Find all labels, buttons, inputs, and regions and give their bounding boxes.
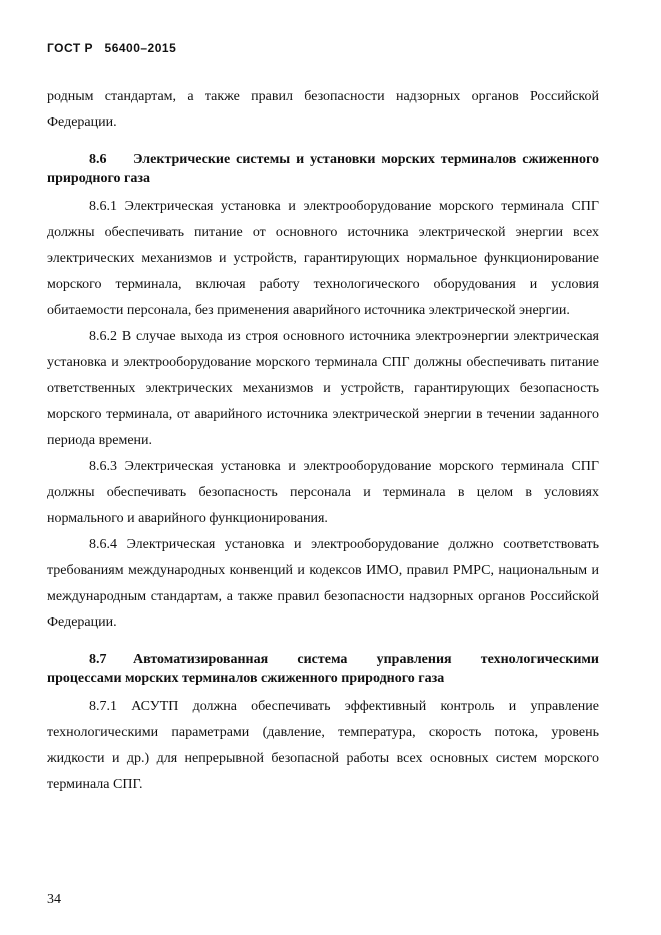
- section-heading-8-7: [47, 650, 599, 688]
- paragraph-8-6-2: 8.6.2 В случае выхода из строя основного источника электроэнергии электрическая установка и электрооборудование морского терминала СПГ должны обеспечивать питание ответственных электрических механизмов и устройств, гарантирующих безопасность морского терминала, от аварийного источника электрической энергии в течении заданного периода времени.: [47, 329, 599, 448]
- document-body: [47, 84, 599, 798]
- paragraph-8-7-1: 8.7.1 АСУТП должна обеспечивать эффективный контроль и управление технологическими параметрами (давление, температура, скорость потока, уровень жидкости и др.) для непрерывной безопасной работы всех основных систем морского терминала СПГ.: [47, 699, 599, 792]
- section-heading-8-6: [47, 150, 599, 188]
- paragraph-8-6-4: 8.6.4 Электрическая установка и электрооборудование должно соответствовать требованиям международных конвенций и кодексов ИМО, правил РМРС, национальным и международным стандартам, а также правил безопасности надзорных органов Российской Федерации.: [47, 537, 599, 630]
- paragraph-8-6-1: 8.6.1 Электрическая установка и электрооборудование морского терминала СПГ должны обеспечивать питание от основного источника электрической энергии всех электрических механизмов и устройств, гарантирующих нормальное функционирование морского терминала, включая работу технологического оборудования и условия обитаемости персонала, без применения аварийного источника электрической энергии.: [47, 199, 599, 318]
- paragraph-8-6-3: 8.6.3 Электрическая установка и электрооборудование морского терминала СПГ должны обеспечивать безопасность персонала и терминала в целом в условиях нормального и аварийного функционирования.: [47, 459, 599, 526]
- section-number: 8.6: [89, 152, 107, 167]
- section-title: Автоматизированная система управления технологическими процессами морских терминалов сжиженного природного газа: [47, 652, 599, 686]
- document-header: ГОСТ Р 56400–2015: [47, 41, 177, 55]
- page-number: 34: [47, 892, 61, 907]
- section-title: Электрические системы и установки морских терминалов сжиженного природного газа: [47, 152, 599, 186]
- section-number: 8.7: [89, 652, 107, 667]
- paragraph-continuation: родным стандартам, а также правил безопасности надзорных органов Российской Федерации.: [47, 89, 599, 130]
